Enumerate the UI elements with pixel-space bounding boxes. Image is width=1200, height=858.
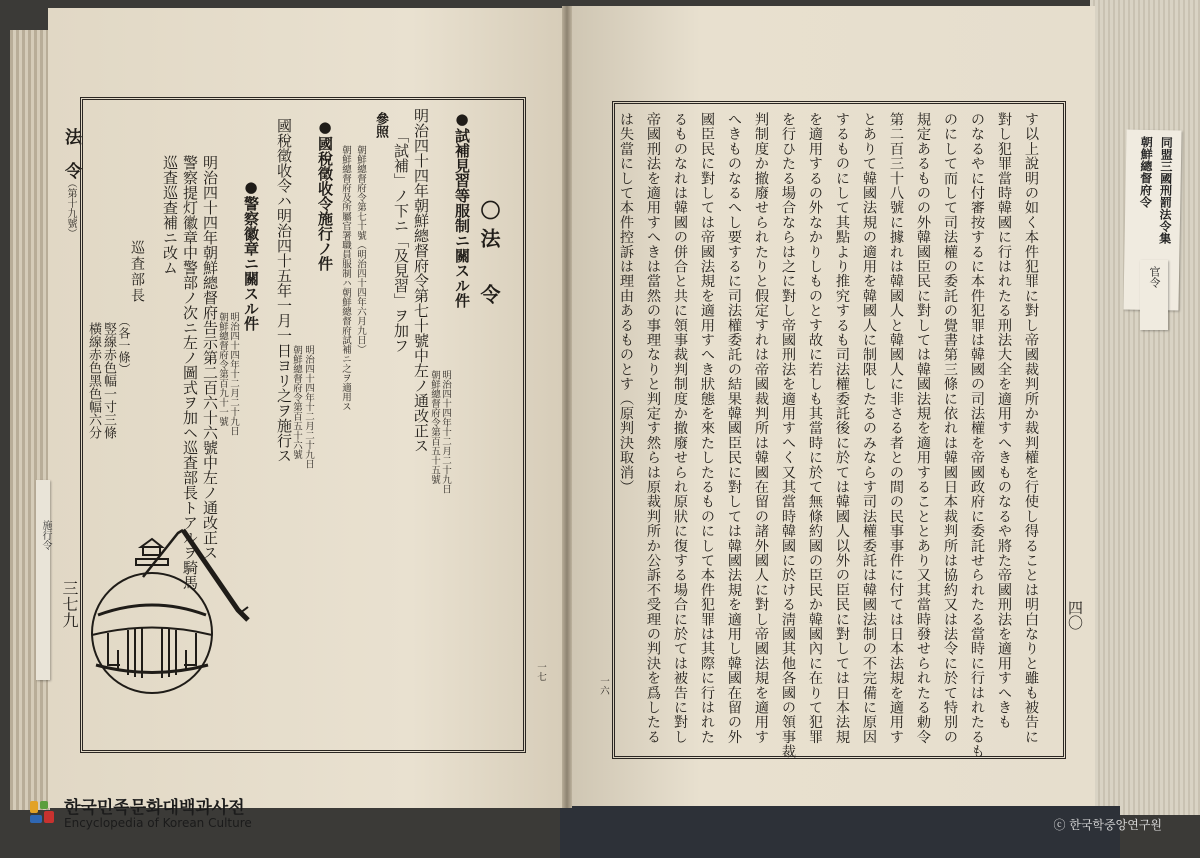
text-column: のなるやに付審按するに本件犯罪は韓國の司法權を帝國政府に委託せられたる當時に行はれたるも [969, 112, 985, 759]
article-citation-3a: 明治四十四年十二月二十九日 [228, 312, 239, 436]
article-citation-1b: 朝鮮總督府令第百五十五號 [429, 370, 440, 484]
article-title-1: ●試補見習等服制ニ關スル件 [453, 110, 471, 308]
left-page-tab [36, 480, 50, 680]
judgment-text [618, 106, 1058, 759]
text-column: するものにして其點より推究するも司法權委託後に於ては韓國人以外の臣民に對しては日本法規 [834, 112, 850, 745]
article-title-2: ●國稅徵收令施行ノ件 [316, 118, 334, 271]
text-column: 規定あるものの外韓國臣民に對しては韓國法規を適用することとあり又其當時發せられたる勅令 [915, 112, 931, 745]
text-column: へきものなるへし要するに司法權委託の結果韓國臣民に對しては韓國法規を適用し韓國在留の外 [726, 112, 742, 745]
article-title-3: ●警察徽章ニ關スル件 [242, 178, 260, 331]
text-column: 判制度か撤廢せられたりと假定すれは帝國裁判所は韓國在留の諸外國人に對し帝國法規を適用す [753, 112, 769, 745]
text-column: とありて韓國法規の適用を韓國人に制限したるのみならす司法權委託は韓國法制の不完備に原因 [861, 112, 877, 745]
badge-spec-note: （各一條） [117, 315, 131, 375]
page-number-left: 三七九 [60, 580, 79, 628]
article-citation-2a: 明治四十四年十二月二十九日 [303, 345, 314, 469]
running-head-issue: （第十九號） [65, 178, 76, 238]
article-body-2: 國稅徵收令ハ明治四十五年一月一日ヨリ之ヲ施行ス [275, 118, 293, 463]
text-column: を適用するの外なかりしものとす故に若しも其當時に於て無條約國の臣民か韓國內に在りて犯罪 [807, 112, 823, 745]
text-column: す以上說明の如く本件犯罪に對し帝國裁判所か裁判權を行使し得ることは明白なりと雖も被告に [1023, 112, 1039, 745]
reference-line-b: 朝鮮總督府及所屬官署職員服制ハ朝鮮總督府試補ニ之ヲ適用ス [340, 145, 351, 411]
text-column: 第二百三十八號に據れは韓國人と韓國人に非さる者との間の民事事件に付ては日本法規を適用す [888, 112, 904, 745]
badge-label: 巡査部長 [129, 240, 145, 304]
right-tab-small-text: 官令 [1148, 266, 1161, 288]
right-paper-tab-small [1140, 260, 1168, 330]
text-column: は失當にして本件控訴は理由あるものとす（原判決取消） [618, 112, 634, 495]
encyclopedia-logo [28, 797, 252, 831]
badge-spec-a: 竪線赤色幅一寸三條 [101, 322, 116, 439]
left-tab-text-b: 行 [40, 530, 51, 540]
article-citation-2b: 朝鮮總督府令第百五十六號 [291, 345, 302, 459]
page-number-right: 四〇 [1066, 600, 1084, 630]
police-lantern-illustration [88, 525, 288, 700]
left-tab-text-c: 令 [40, 540, 51, 550]
article-body-1a: 明治四十四年朝鮮總督府令第七十號中左ノ通改正ス [412, 108, 430, 453]
article-body-3b: 警察提灯徽章中警部ノ次ニ左ノ圖式ヲ加ヘ巡査部長トアルヲ騎馬 [181, 155, 199, 590]
encyclopedia-name-korean: 한국민족문화대백과사전 [64, 797, 245, 818]
book-gutter [562, 6, 572, 808]
folio-right: 一六 [598, 676, 609, 695]
article-body-1b: 「試補」ノ下ニ「及見習」ヲ加フ [392, 128, 410, 353]
left-tab-text-a: 施 [40, 520, 51, 530]
text-column: 帝國刑法を適用すへきは當然の事理なりと判定す然らは原裁判所か公訴不受理の判決を爲したる [645, 112, 661, 745]
article-body-3a: 明治四十四年朝鮮總督府告示第二百六十六號中左ノ通改正ス [201, 155, 219, 560]
text-column: るものなれは韓國の併合と共に領事裁判制度か撤廢せられ原狀に復する場合に於ては被告に對し [672, 112, 688, 745]
encyclopedia-logo-icon [28, 799, 58, 829]
reference-line-a: 朝鮮總督府令第七十號（明治四十四年六月九日） [355, 145, 366, 354]
right-tab-line-2: 朝鮮總督府令 [1138, 135, 1154, 208]
left-page-edges [10, 30, 50, 810]
badge-spec-b: 橫線赤色黑色幅六分 [86, 322, 101, 439]
text-column: のにして而して司法權の委託の覺書第三條に依れは韓國日本裁判所は協約又は法令に於て特別の [942, 112, 958, 745]
text-column: を行ひたる場合ならは之に對し帝國刑法を適用すへく又其當時韓國に於ける淸國其他各國の領事裁 [780, 112, 796, 759]
article-body-3c: 巡査巡查補ニ改ム [161, 155, 179, 275]
article-citation-3b: 朝鮮總督府令第百九十一號 [217, 312, 228, 426]
section-heading: 〇法 令 [477, 200, 501, 312]
fore-edge-pages [1090, 0, 1200, 815]
text-column: 國臣民に對しては帝國法規を適用すへき狀態を來たしたるものにして本件犯罪は其際に行はれた [699, 112, 715, 745]
running-head-title: 法 令 [61, 128, 81, 179]
text-column: 對し犯罪當時韓國に行はれたる刑法大全を適用すへきものなるや將た帝國刑法を適用すへきも [996, 112, 1012, 730]
reference-label: 參照 [373, 112, 388, 138]
folio-left: 一七 [535, 662, 546, 681]
book-cover [560, 806, 1120, 858]
right-tab-line-1: 同盟三國刑罰法令集 [1157, 136, 1174, 245]
copyright-notice: ⓒ 한국학중앙연구원 [1053, 818, 1162, 832]
encyclopedia-name-english: Encyclopedia of Korean Culture [64, 815, 252, 830]
article-citation-1a: 明治四十四年十二月二十九日 [440, 370, 451, 494]
